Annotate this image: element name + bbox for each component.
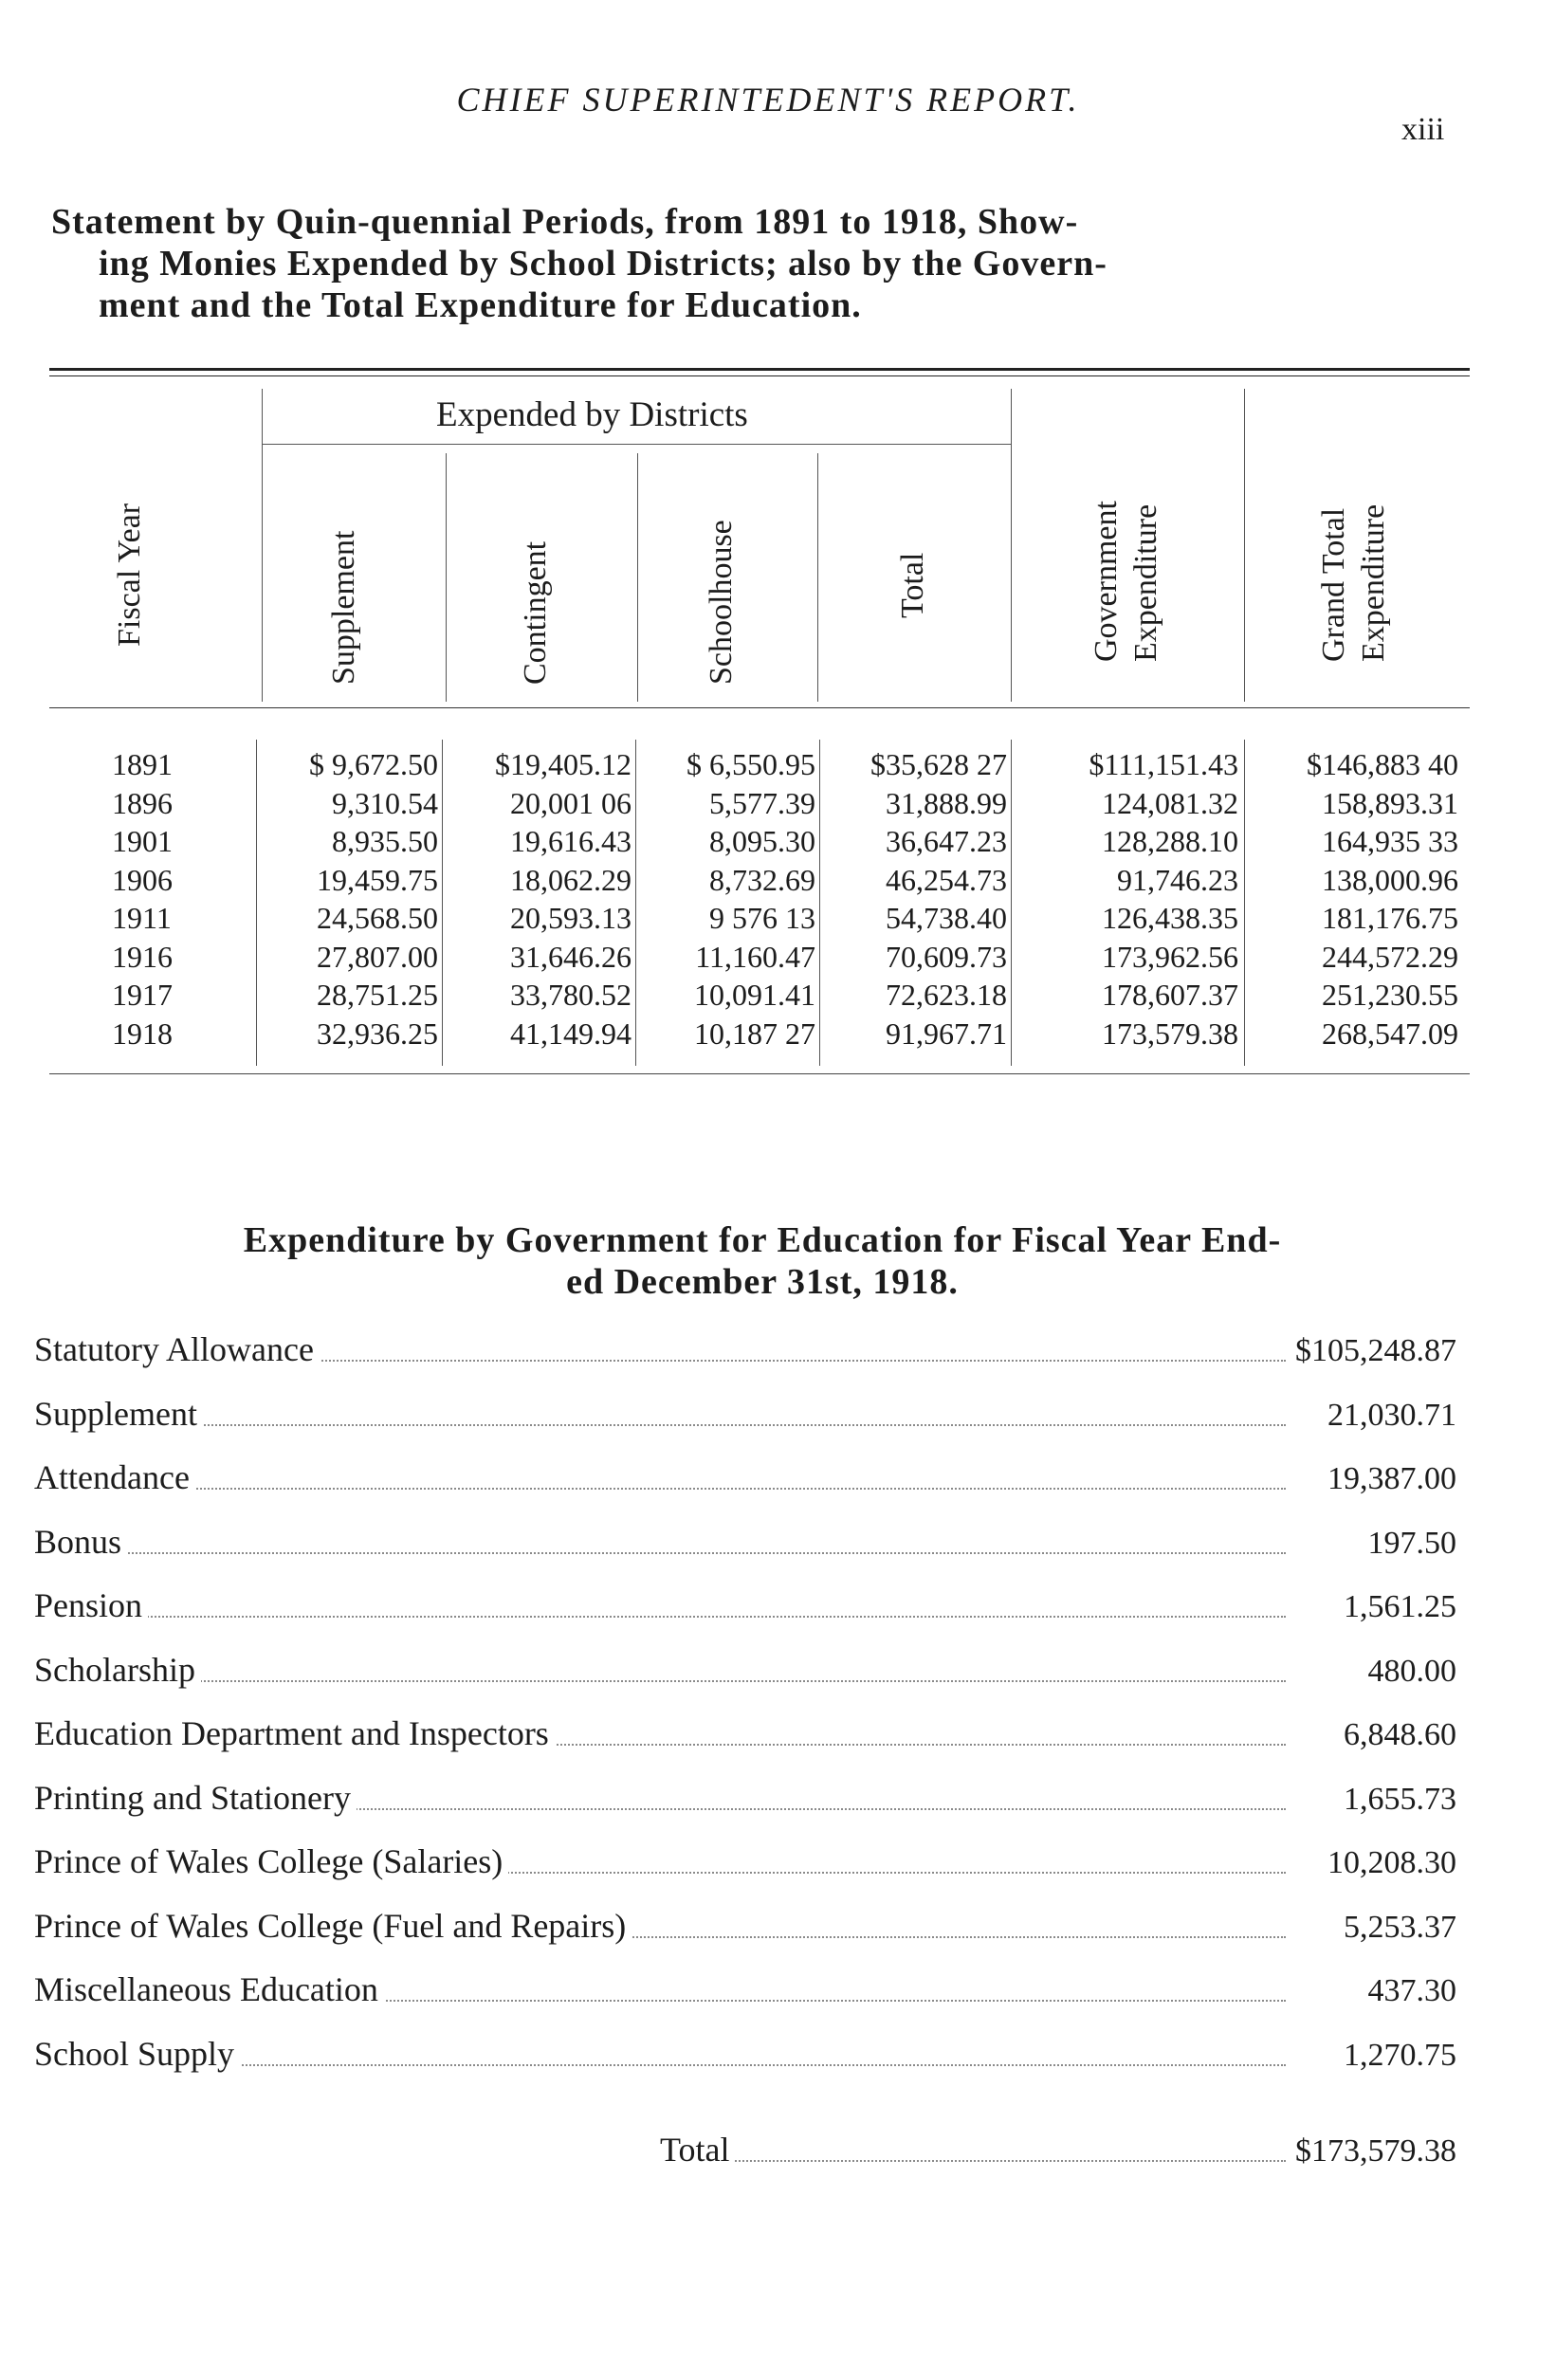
table1-cell-grand: 244,572.29 bbox=[1322, 939, 1458, 974]
table1-cell-schoolhouse: $ 6,550.95 bbox=[686, 747, 815, 781]
table1-cell-government: 91,746.23 bbox=[1117, 862, 1238, 897]
table1-cell-grand: 268,547.09 bbox=[1322, 1016, 1458, 1051]
table1-vline-3 bbox=[817, 453, 818, 702]
table1-cell-grand: $146,883 40 bbox=[1307, 747, 1458, 781]
table2-row bbox=[34, 1960, 1456, 2017]
table1-cell-year: 1916 bbox=[112, 939, 173, 974]
col-head-government-2: Expenditure bbox=[1128, 503, 1163, 662]
table2-item-amount: 10,208.30 bbox=[1322, 1845, 1456, 1881]
table1-cell-government: 128,288.10 bbox=[1102, 824, 1238, 858]
table1-vline-year bbox=[262, 389, 263, 702]
table1-cell-contingent: 20,001 06 bbox=[510, 785, 632, 820]
table1-cell-supplement: 24,568.50 bbox=[317, 901, 438, 935]
table2-total-leader bbox=[660, 2160, 1286, 2162]
table2-item-amount: 19,387.00 bbox=[1322, 1461, 1456, 1497]
table2-item-leader bbox=[34, 1616, 1286, 1618]
table1-header-rule bbox=[49, 707, 1470, 708]
table2-item-amount: 5,253.37 bbox=[1338, 1910, 1456, 1946]
table1-cell-total: 91,967.71 bbox=[886, 1016, 1007, 1051]
table2-item-leader bbox=[34, 1424, 1286, 1426]
table1-cell-government: 173,579.38 bbox=[1102, 1016, 1238, 1051]
table1-body-vline-4 bbox=[1011, 740, 1012, 1066]
table2-row bbox=[34, 1576, 1456, 1633]
table1-cell-schoolhouse: 8,732.69 bbox=[709, 862, 815, 897]
table1-cell-supplement: 8,935.50 bbox=[332, 824, 438, 858]
table1-vline-1 bbox=[446, 453, 447, 702]
table2-row bbox=[34, 1832, 1456, 1889]
table1-caption-line3: ment and the Total Expenditure for Education. bbox=[99, 285, 862, 325]
table2-item-label: Pension bbox=[34, 1585, 148, 1625]
table2-item-leader bbox=[34, 1680, 1286, 1682]
table1-cell-government: 126,438.35 bbox=[1102, 901, 1238, 935]
table1-body-vline-5 bbox=[1244, 740, 1245, 1066]
table1-cell-supplement: $ 9,672.50 bbox=[309, 747, 438, 781]
table1-cell-year: 1906 bbox=[112, 862, 173, 897]
table2-item-leader bbox=[34, 1488, 1286, 1490]
table1-cell-year: 1896 bbox=[112, 785, 173, 820]
table1-caption-line2: ing Monies Expended by School Districts; also by the Govern- bbox=[99, 244, 1108, 284]
table1-cell-total: 31,888.99 bbox=[886, 785, 1007, 820]
table2-item-amount: 197.50 bbox=[1363, 1526, 1457, 1562]
col-head-total: Total bbox=[895, 552, 930, 618]
table1-cell-government: 124,081.32 bbox=[1102, 785, 1238, 820]
table1-top-rule bbox=[49, 368, 1470, 371]
table1-top-rule-thin bbox=[49, 375, 1470, 376]
table2-row bbox=[34, 1320, 1456, 1377]
table2-item-label: Prince of Wales College (Fuel and Repairs) bbox=[34, 1906, 632, 1946]
table2-item-label: Printing and Stationery bbox=[34, 1778, 357, 1818]
table1-cell-contingent: $19,405.12 bbox=[495, 747, 632, 781]
table2-item-label: Statutory Allowance bbox=[34, 1329, 320, 1369]
table1-cell-total: 70,609.73 bbox=[886, 939, 1007, 974]
table2-item-label: School Supply bbox=[34, 2034, 240, 2074]
table1-body-vline-0 bbox=[256, 740, 257, 1066]
table2-total-label: Total bbox=[660, 2130, 735, 2169]
table2-item-amount: 480.00 bbox=[1363, 1654, 1457, 1690]
table2-row bbox=[34, 1640, 1456, 1697]
table1-cell-year: 1918 bbox=[112, 1016, 173, 1051]
table1-cell-government: 178,607.37 bbox=[1102, 978, 1238, 1012]
table1-vline-4 bbox=[1011, 389, 1012, 702]
table2-item-label: Attendance bbox=[34, 1457, 195, 1497]
table2-item-amount: 437.30 bbox=[1363, 1973, 1457, 2009]
table1-cell-contingent: 41,149.94 bbox=[510, 1016, 632, 1051]
table1-cell-supplement: 19,459.75 bbox=[317, 862, 438, 897]
col-head-grand-total: Grand Total bbox=[1316, 507, 1351, 662]
page-number: xiii bbox=[1401, 112, 1445, 147]
table1-cell-schoolhouse: 10,091.41 bbox=[694, 978, 815, 1012]
table1-cell-contingent: 31,646.26 bbox=[510, 939, 632, 974]
table1-cell-supplement: 9,310.54 bbox=[332, 785, 438, 820]
table1-cell-total: $35,628 27 bbox=[870, 747, 1007, 781]
table1-cell-government: $111,151.43 bbox=[1089, 747, 1238, 781]
table2-row bbox=[34, 1448, 1456, 1505]
col-head-fiscal-year: Fiscal Year bbox=[112, 503, 147, 647]
running-head: CHIEF SUPERINTEDENT'S REPORT. bbox=[456, 81, 1080, 119]
table1-cell-total: 72,623.18 bbox=[886, 978, 1007, 1012]
table2-item-label: Bonus bbox=[34, 1522, 127, 1562]
table1-cell-year: 1911 bbox=[112, 901, 172, 935]
col-head-schoolhouse: Schoolhouse bbox=[704, 520, 739, 685]
table1-bottom-rule bbox=[49, 1073, 1470, 1074]
table2-row bbox=[34, 1896, 1456, 1953]
table1-cell-year: 1891 bbox=[112, 747, 173, 781]
table1-vline-5 bbox=[1244, 389, 1245, 702]
table2-caption bbox=[51, 1219, 1474, 1303]
table2-item-label: Supplement bbox=[34, 1394, 203, 1434]
table2-row bbox=[34, 1704, 1456, 1761]
table1-cell-year: 1917 bbox=[112, 978, 173, 1012]
table2-row bbox=[34, 1512, 1456, 1569]
table1-cell-government: 173,962.56 bbox=[1102, 939, 1238, 974]
table1-cell-contingent: 33,780.52 bbox=[510, 978, 632, 1012]
table1-group-header: Expended by Districts bbox=[436, 395, 748, 434]
table2-item-label: Prince of Wales College (Salaries) bbox=[34, 1841, 508, 1881]
table2-item-amount: 21,030.71 bbox=[1322, 1398, 1456, 1434]
table2-total-amount: $173,579.38 bbox=[1290, 2133, 1456, 2169]
table1-cell-year: 1901 bbox=[112, 824, 173, 858]
table1-cell-total: 36,647.23 bbox=[886, 824, 1007, 858]
table2-total-row bbox=[34, 2120, 1456, 2177]
table1-cell-schoolhouse: 8,095.30 bbox=[709, 824, 815, 858]
table2-item-amount: $105,248.87 bbox=[1290, 1333, 1456, 1369]
table1-cell-total: 54,738.40 bbox=[886, 901, 1007, 935]
table1-cell-schoolhouse: 11,160.47 bbox=[695, 939, 815, 974]
col-head-supplement: Supplement bbox=[326, 530, 361, 685]
table2-row bbox=[34, 2024, 1456, 2081]
table2-item-leader bbox=[34, 1552, 1286, 1554]
table1-cell-contingent: 20,593.13 bbox=[510, 901, 632, 935]
table1-caption bbox=[51, 201, 1474, 326]
table1-cell-grand: 164,935 33 bbox=[1322, 824, 1458, 858]
table1-caption-line1: Statement by Quin-quennial Periods, from 1891 to 1918, Show- bbox=[51, 202, 1079, 242]
table2-item-label: Miscellaneous Education bbox=[34, 1969, 384, 2009]
table1-cell-grand: 181,176.75 bbox=[1322, 901, 1458, 935]
table2-item-label: Scholarship bbox=[34, 1650, 201, 1690]
table1-cell-supplement: 27,807.00 bbox=[317, 939, 438, 974]
table1-cell-supplement: 32,936.25 bbox=[317, 1016, 438, 1051]
col-head-contingent: Contingent bbox=[518, 540, 553, 685]
col-head-government: Government bbox=[1089, 501, 1124, 662]
table1-body-vline-2 bbox=[635, 740, 636, 1066]
table1-vline-2 bbox=[637, 453, 638, 702]
table2-item-amount: 1,270.75 bbox=[1338, 2038, 1456, 2074]
table2-item-amount: 6,848.60 bbox=[1338, 1717, 1456, 1753]
table1-cell-supplement: 28,751.25 bbox=[317, 978, 438, 1012]
table1-cell-contingent: 18,062.29 bbox=[510, 862, 632, 897]
table1-body-vline-1 bbox=[442, 740, 443, 1066]
table1-group-underline bbox=[262, 444, 1011, 445]
table1-cell-schoolhouse: 10,187 27 bbox=[694, 1016, 815, 1051]
table2-row bbox=[34, 1768, 1456, 1825]
table2-caption-line2: ed December 31st, 1918. bbox=[566, 1262, 959, 1302]
table1-cell-total: 46,254.73 bbox=[886, 862, 1007, 897]
table1-cell-grand: 251,230.55 bbox=[1322, 978, 1458, 1012]
table2-row bbox=[34, 1384, 1456, 1441]
table1-body-vline-3 bbox=[819, 740, 820, 1066]
table1-cell-grand: 138,000.96 bbox=[1322, 862, 1458, 897]
table2-item-label: Education Department and Inspectors bbox=[34, 1713, 555, 1753]
table1-cell-schoolhouse: 9 576 13 bbox=[709, 901, 815, 935]
table1-cell-contingent: 19,616.43 bbox=[510, 824, 632, 858]
col-head-grand-total-2: Expenditure bbox=[1356, 503, 1391, 662]
table1-cell-schoolhouse: 5,577.39 bbox=[709, 785, 815, 820]
table2-item-amount: 1,561.25 bbox=[1338, 1589, 1456, 1625]
table2-item-amount: 1,655.73 bbox=[1338, 1782, 1456, 1818]
table2-caption-line1: Expenditure by Government for Education for Fiscal Year End- bbox=[243, 1220, 1282, 1260]
table1-cell-grand: 158,893.31 bbox=[1322, 785, 1458, 820]
